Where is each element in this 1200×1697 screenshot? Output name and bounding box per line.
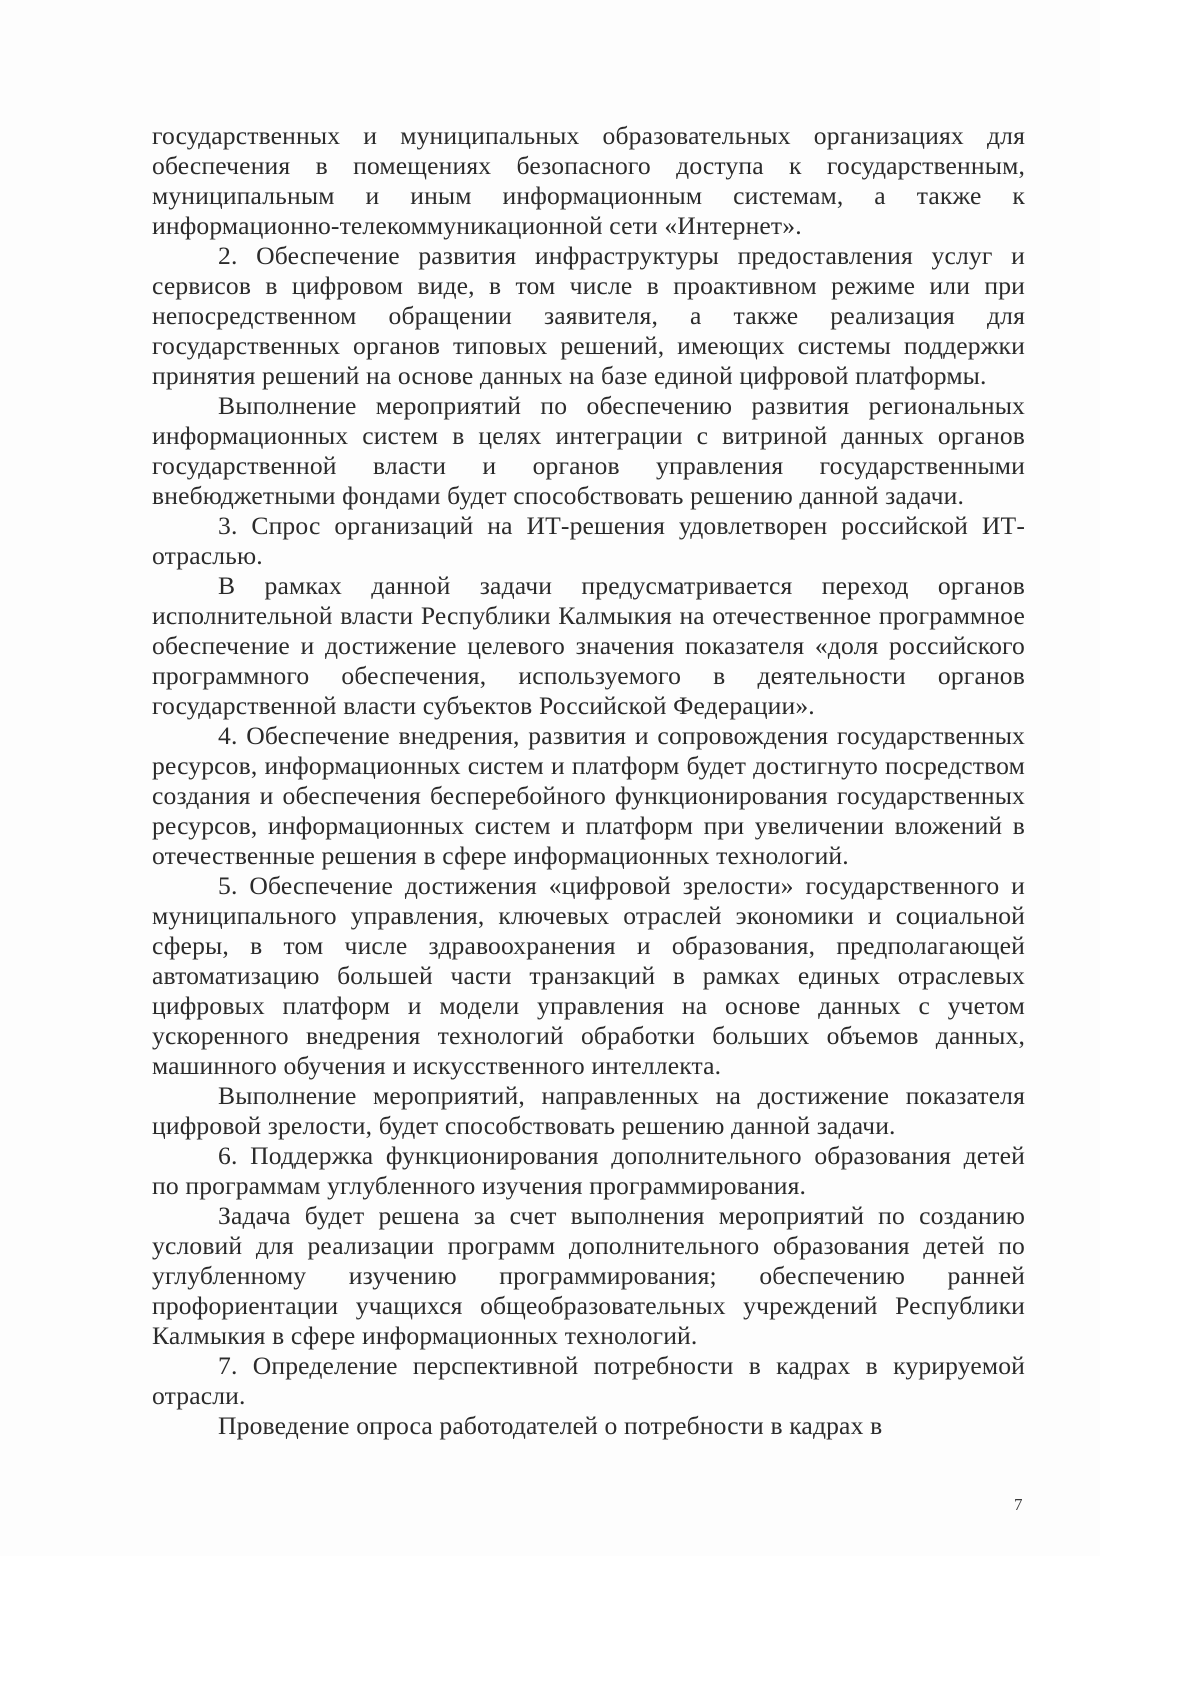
paragraph-continuation: государственных и муниципальных образовательных организациях для обеспечения в помещениях безопасного доступа к государственным, муниципальным и иным информационным системам, а также к информационно-телекоммуникационной сети «Интернет». [152, 121, 1025, 240]
paragraph-item-6: 6. Поддержка функционирования дополнительного образования детей по программам углубленного изучения программирования. [152, 1141, 1025, 1200]
paragraph-item-4: 4. Обеспечение внедрения, развития и сопровождения государственных ресурсов, информационных систем и платформ будет достигнуто посредством создания и обеспечения бесперебойного функционирования государственных ресурсов, информационных систем и платформ при увеличении вложений в отечественные решения в сфере информационных технологий. [152, 721, 1025, 870]
page-number: 7 [1014, 1495, 1023, 1514]
paragraph-item-7-details: Проведение опроса работодателей о потребности в кадрах в [218, 1411, 883, 1440]
paragraph-item-2-measures: Выполнение мероприятий по обеспечению развития региональных информационных систем в целях интеграции с витриной данных органов государственной власти и органов управления государственными внебюджетными фондами будет способствовать решению данной задачи. [152, 391, 1025, 510]
paragraph-item-2: 2. Обеспечение развития инфраструктуры предоставления услуг и сервисов в цифровом виде, в том числе в проактивном режиме или при непосредственном обращении заявителя, а также реализация для государственных органов типовых решений, имеющих системы поддержки принятия решений на основе данных на базе единой цифровой платформы. [152, 241, 1025, 390]
paragraph-item-7: 7. Определение перспективной потребности в кадрах в курируемой отрасли. [152, 1351, 1025, 1410]
body-text [152, 121, 1025, 1441]
paragraph-item-5: 5. Обеспечение достижения «цифровой зрелости» государственного и муниципального управления, ключевых отраслей экономики и социальной сферы, в том числе здравоохранения и образования, предполагающей автоматизацию большей части транзакций в рамках единых отраслевых цифровых платформ и модели управления на основе данных с учетом ускоренного внедрения технологий обработки больших объемов данных, машинного обучения и искусственного интеллекта. [152, 871, 1025, 1080]
paragraph-item-6-details: Задача будет решена за счет выполнения мероприятий по созданию условий для реализации программ дополнительного образования детей по углубленному изучению программирования; обеспечению ранней профориентации учащихся общеобразовательных учреждений Республики Калмыкия в сфере информационных технологий. [152, 1201, 1025, 1350]
paragraph-item-3-details: В рамках данной задачи предусматривается переход органов исполнительной власти Республики Калмыкия на отечественное программное обеспечение и достижение целевого значения показателя «доля российского программного обеспечения, используемого в деятельности органов государственной власти субъектов Российской Федерации». [152, 571, 1025, 720]
paragraph-item-5-measures: Выполнение мероприятий, направленных на достижение показателя цифровой зрелости, будет способствовать решению данной задачи. [152, 1081, 1025, 1140]
paragraph-item-3: 3. Спрос организаций на ИТ-решения удовлетворен российской ИТ-отраслью. [152, 511, 1025, 570]
